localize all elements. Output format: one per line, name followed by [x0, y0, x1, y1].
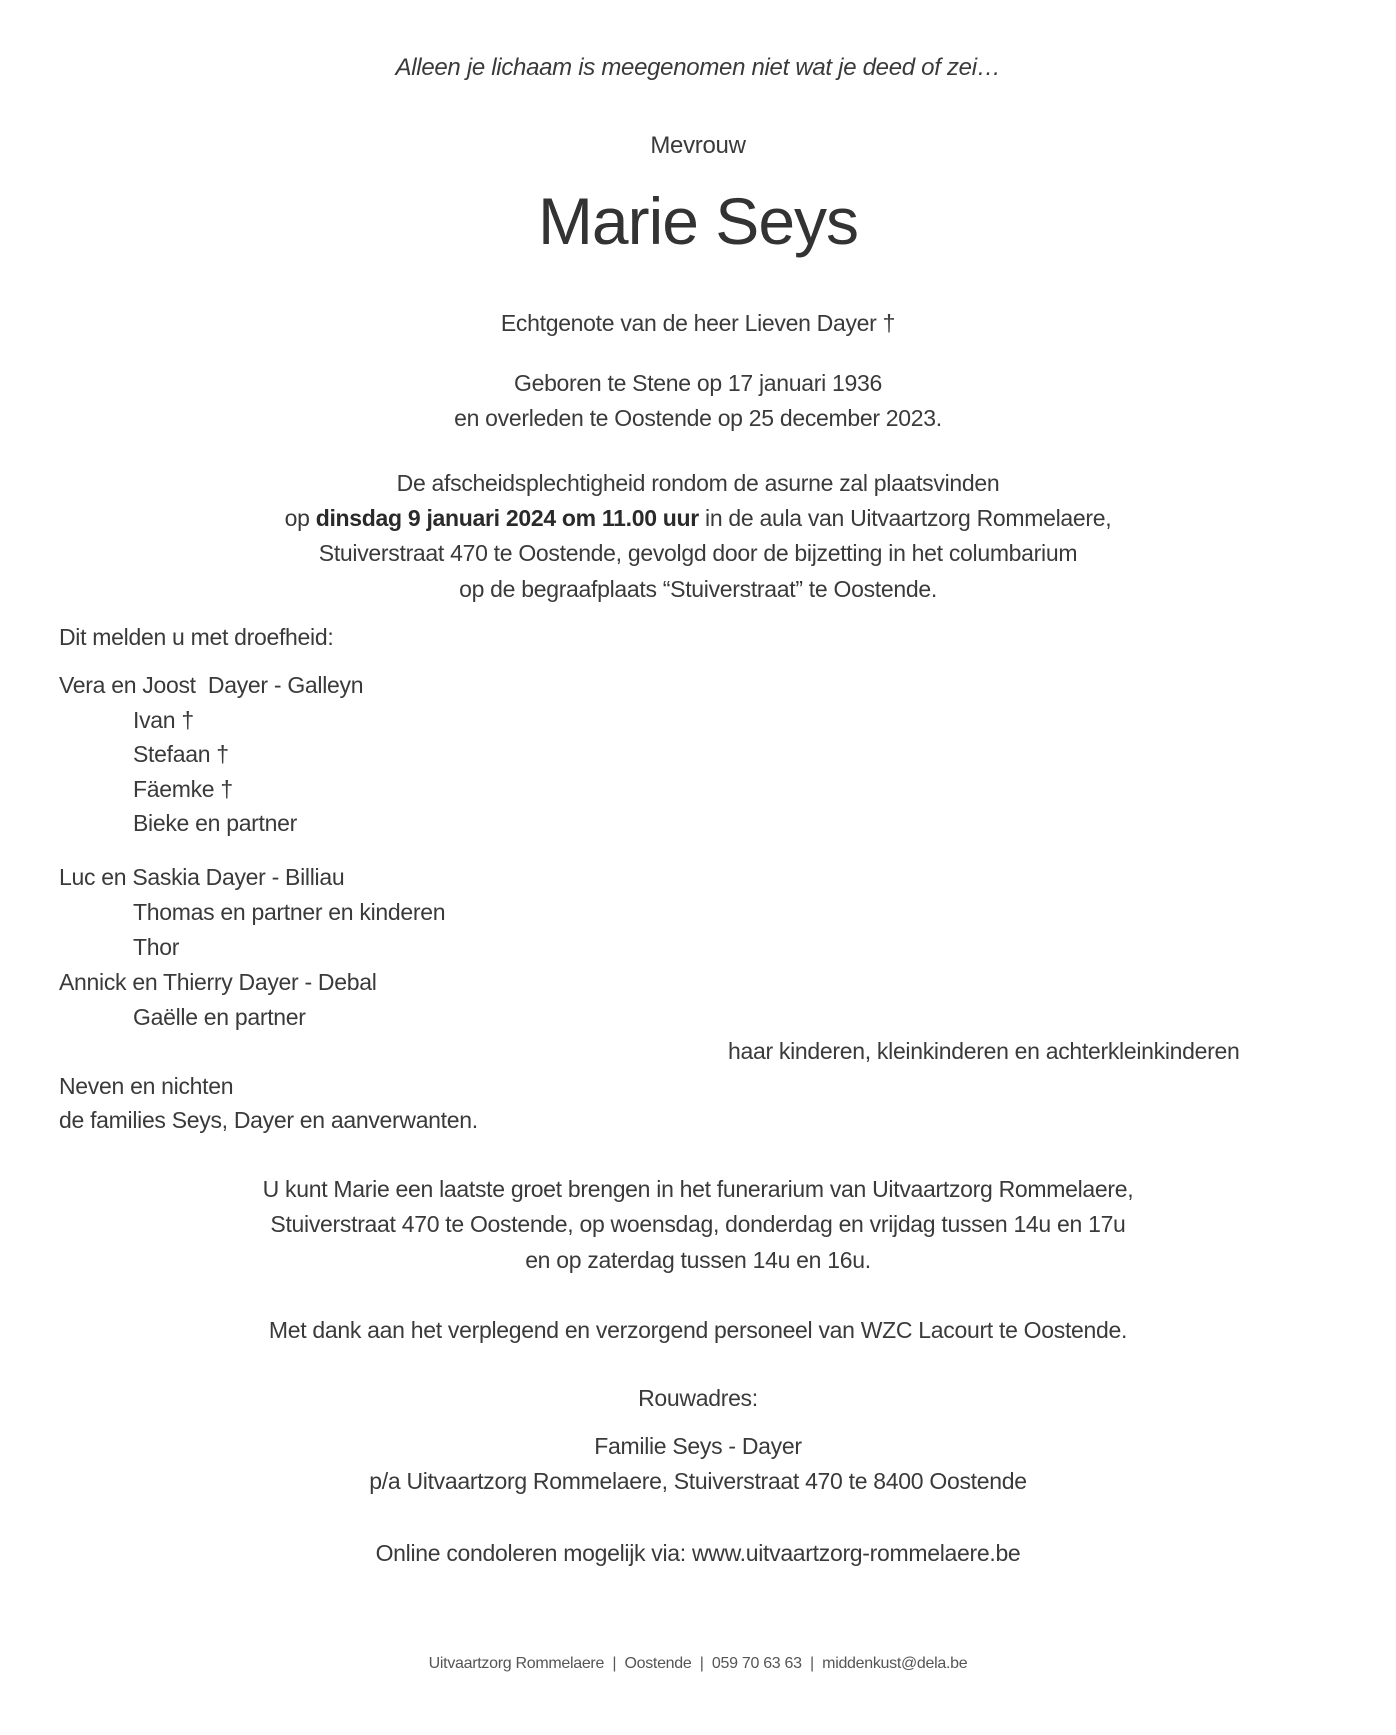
family-member: Ivan †: [133, 707, 194, 733]
announce: Dit melden u met droefheid:: [59, 624, 334, 650]
family-summary: haar kinderen, kleinkinderen en achterkleinkinderen: [728, 1038, 1240, 1064]
footer: Uitvaartzorg Rommelaere | Oostende | 059 70 63 63 | middenkust@dela.be: [428, 1655, 968, 1672]
address-street: p/a Uitvaartzorg Rommelaere, Stuiverstraat 470 te 8400 Oostende: [369, 1468, 1027, 1494]
address-name: Familie Seys - Dayer: [594, 1433, 802, 1459]
family-member: Fäemke †: [133, 776, 233, 802]
thanks: Met dank aan het verplegend en verzorgend personeel van WZC Lacourt te Oostende.: [268, 1317, 1128, 1343]
ceremony-text: op: [284, 505, 316, 531]
family-member: Stefaan †: [133, 741, 229, 767]
family-member: Bieke en partner: [133, 810, 297, 836]
deceased-name: Marie Seys: [537, 184, 859, 258]
death-line: en overleden te Oostende op 25 december 2023.: [454, 405, 942, 431]
family-member: Luc en Saskia Dayer - Billiau: [59, 864, 345, 890]
birth-line: Geboren te Stene op 17 januari 1936: [513, 370, 882, 396]
ceremony-text: in de aula van Uitvaartzorg Rommelaere,: [698, 505, 1112, 531]
family-member: Thomas en partner en kinderen: [133, 899, 446, 925]
ceremony-line-4: op de begraafplaats “Stuiverstraat” te Oostende.: [459, 576, 937, 602]
address-label: Rouwadres:: [638, 1385, 758, 1411]
visit-line: Stuiverstraat 470 te Oostende, op woensdag, donderdag en vrijdag tussen 14u en 17u: [270, 1211, 1126, 1237]
ceremony-line-3: Stuiverstraat 470 te Oostende, gevolgd door de bijzetting in het columbarium: [318, 540, 1078, 566]
relatives-line: Neven en nichten: [59, 1073, 234, 1099]
ceremony-line-2: [0, 507, 1396, 530]
salutation: Mevrouw: [650, 132, 746, 159]
online-condolence: Online condoleren mogelijk via: www.uitvaartzorg-rommelaere.be: [375, 1540, 1021, 1566]
relatives-line: de families Seys, Dayer en aanverwanten.: [59, 1107, 478, 1133]
visit-line: en op zaterdag tussen 14u en 16u.: [525, 1247, 871, 1273]
quote: Alleen je lichaam is meegenomen niet wat je deed of zei…: [395, 54, 1001, 81]
family-member: Thor: [133, 934, 180, 960]
family-member: Annick en Thierry Dayer - Debal: [59, 969, 377, 995]
family-member: Vera en Joost Dayer - Galleyn: [59, 672, 364, 698]
visit-line: U kunt Marie een laatste groet brengen in het funerarium van Uitvaartzorg Rommelaere,: [262, 1176, 1134, 1202]
spouse-line: Echtgenote van de heer Lieven Dayer †: [500, 310, 896, 336]
ceremony-date: dinsdag 9 januari 2024 om 11.00 uur: [315, 505, 699, 531]
family-member: Gaëlle en partner: [133, 1004, 306, 1030]
ceremony-line-1: De afscheidsplechtigheid rondom de asurne zal plaatsvinden: [396, 470, 1000, 496]
